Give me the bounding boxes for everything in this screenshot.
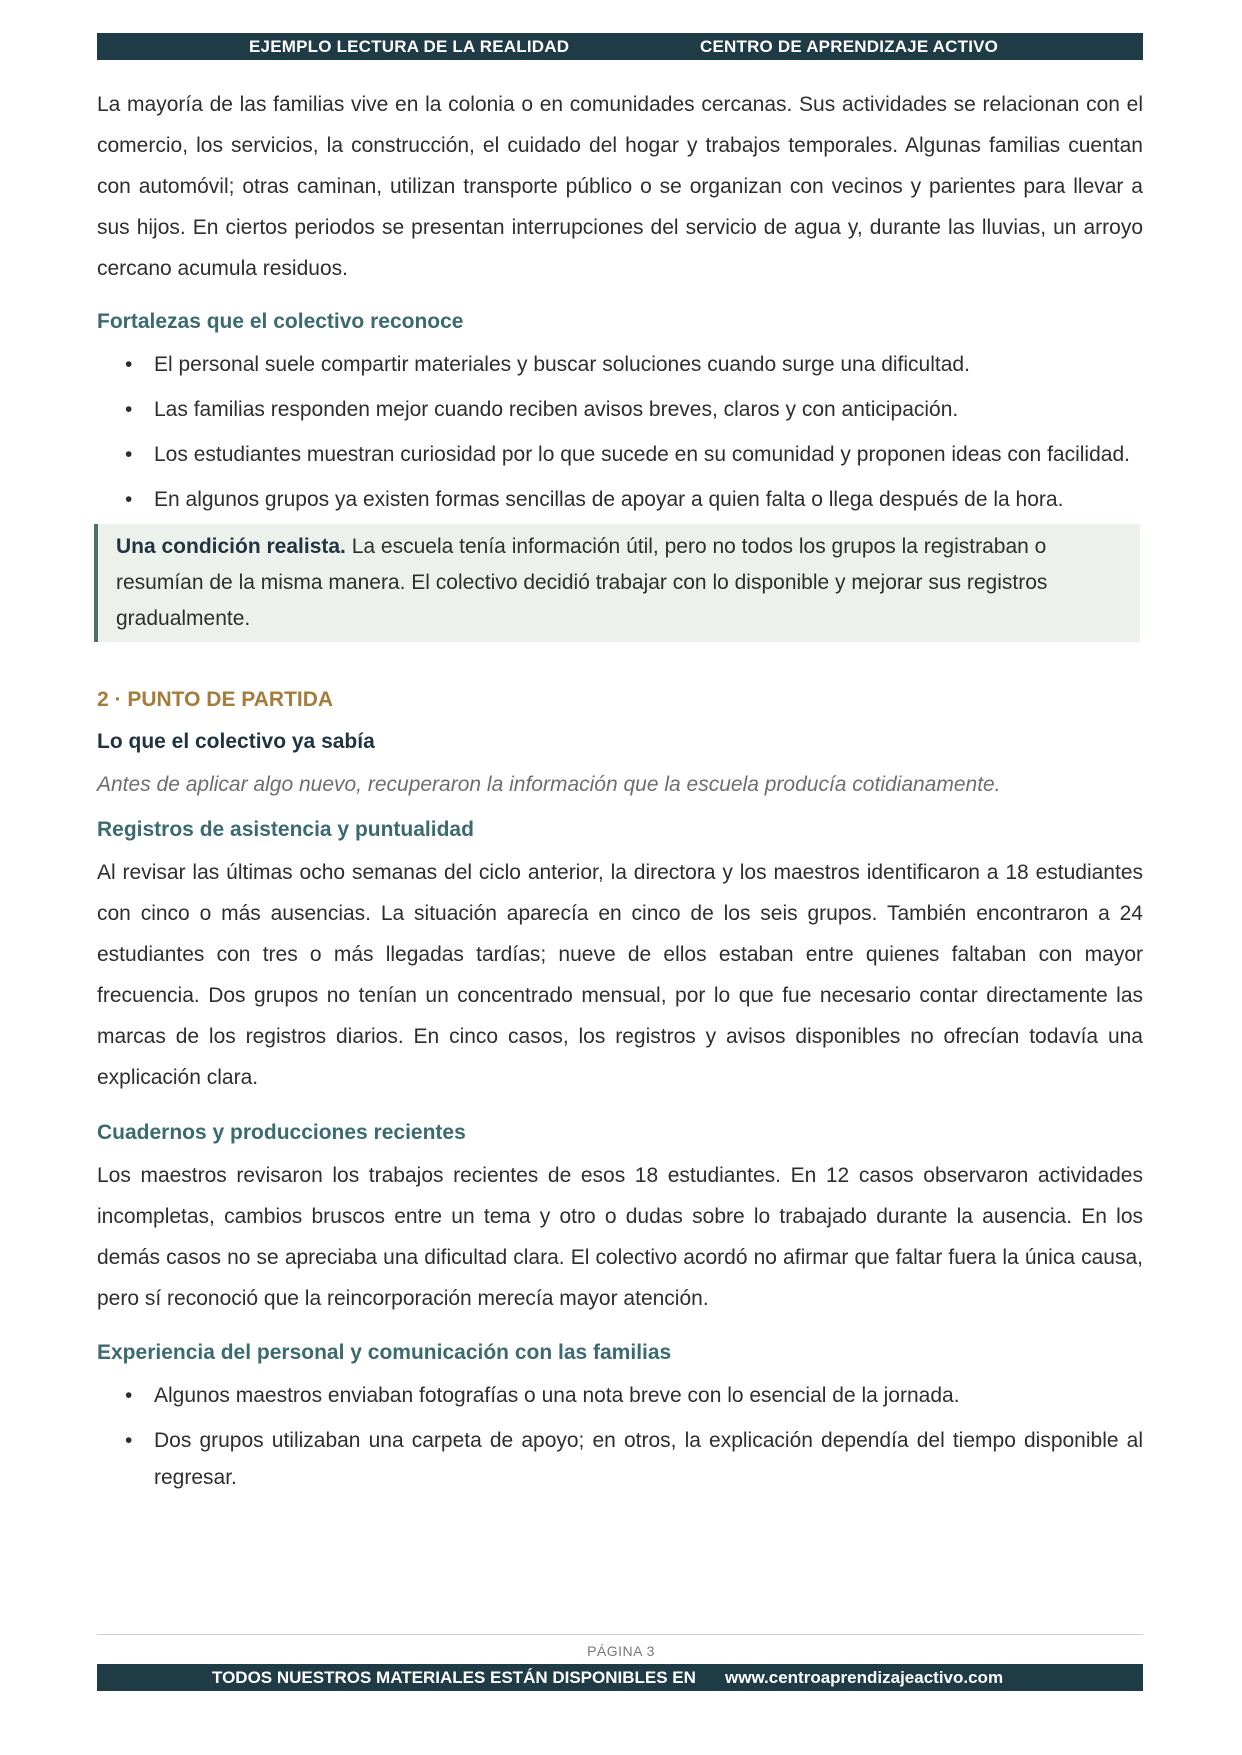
bullet-icon: • bbox=[125, 443, 133, 466]
header-document-title: EJEMPLO LECTURA DE LA REALIDAD bbox=[249, 37, 570, 56]
list-item: • El personal suele compartir materiales y buscar soluciones cuando surge una dificultad. bbox=[97, 346, 1143, 383]
callout-text: Una condición realista. La escuela tenía información útil, pero no todos los grupos la registraban o resumían de la misma manera. El colectivo decidió trabajar con lo disponible y mejorar sus registros gradualmente. bbox=[116, 535, 1048, 630]
notebooks-paragraph: Los maestros revisaron los trabajos recientes de esos 18 estudiantes. En 12 casos observaron actividades incompletas, cambios bruscos entre un tema y otro o dudas sobre lo trabajado durante la ausencia. En los demás casos no se apreciaba una dificultad clara. El colectivo acordó no afirmar que faltar fuera la única causa, pero sí reconoció que la reincorporación merecía mayor atención. bbox=[97, 1164, 1143, 1310]
bullet-icon: • bbox=[125, 353, 133, 376]
intro-paragraph: La mayoría de las familias vive en la colonia o en comunidades cercanas. Sus actividades se relacionan con el comercio, los servicios, la construcción, el cuidado del hogar y trabajos temporales. Algunas familias cuentan con automóvil; otras caminan, utilizan transporte público o se organizan con vecinos y parientes para llevar a sus hijos. En ciertos periodos se presentan interrupciones del servicio de agua y, durante las lluvias, un arroyo cercano acumula residuos. bbox=[97, 93, 1143, 280]
section-intro: Antes de aplicar algo nuevo, recuperaron la información que la escuela producía cotidianamente. bbox=[97, 773, 1001, 796]
section-title: 2 · PUNTO DE PARTIDA bbox=[97, 688, 334, 711]
list-item: • Las familias responden mejor cuando reciben avisos breves, claros y con anticipación. bbox=[97, 391, 1143, 428]
page-content bbox=[97, 84, 1143, 1496]
section-subtitle: Lo que el colectivo ya sabía bbox=[97, 730, 375, 753]
bullet-icon: • bbox=[125, 1384, 133, 1407]
experience-heading: Experiencia del personal y comunicación con las familias bbox=[97, 1341, 672, 1364]
strengths-heading: Fortalezas que el colectivo reconoce bbox=[97, 310, 464, 333]
strengths-list bbox=[97, 346, 1143, 518]
footer-bar bbox=[97, 1664, 1143, 1691]
attendance-paragraph: Al revisar las últimas ocho semanas del ciclo anterior, la directora y los maestros identificaron a 18 estudiantes con cinco o más ausencias. La situación aparecía en cinco de los seis grupos. También encontraron a 24 estudiantes con tres o más llegadas tardías; nueve de ellos estaban entre quienes faltaban con mayor frecuencia. Dos grupos no tenían un concentrado mensual, por lo que fue necesario contar directamente las marcas de los registros diarios. En cinco casos, los registros y avisos disponibles no ofrecían todavía una explicación clara. bbox=[97, 861, 1143, 1089]
callout-lead: Una condición realista. bbox=[116, 535, 346, 558]
experience-list bbox=[97, 1377, 1143, 1496]
list-item: • Los estudiantes muestran curiosidad por lo que sucede en su comunidad y proponen ideas con facilidad. bbox=[97, 436, 1143, 473]
list-item: • Dos grupos utilizaban una carpeta de apoyo; en otros, la explicación dependía del tiempo disponible al regresar. bbox=[97, 1422, 1143, 1496]
realistic-condition-callout bbox=[94, 524, 1140, 642]
header-bar bbox=[97, 33, 1143, 60]
footer-divider bbox=[97, 1634, 1143, 1635]
attendance-heading: Registros de asistencia y puntualidad bbox=[97, 818, 474, 841]
notebooks-heading: Cuadernos y producciones recientes bbox=[97, 1121, 466, 1144]
list-item: • Algunos maestros enviaban fotografías o una nota breve con lo esencial de la jornada. bbox=[97, 1377, 1143, 1414]
footer-availability-text: TODOS NUESTROS MATERIALES ESTÁN DISPONIBLES EN bbox=[212, 1668, 696, 1687]
bullet-icon: • bbox=[125, 398, 133, 421]
page-number: PÁGINA 3 bbox=[587, 1643, 655, 1659]
bullet-icon: • bbox=[125, 1429, 133, 1452]
footer-website-link[interactable]: www.centroaprendizajeactivo.com bbox=[725, 1668, 1004, 1687]
list-item: • En algunos grupos ya existen formas sencillas de apoyar a quien falta o llega después de la hora. bbox=[97, 481, 1143, 518]
bullet-icon: • bbox=[125, 488, 133, 511]
header-organization-name: CENTRO DE APRENDIZAJE ACTIVO bbox=[700, 37, 999, 56]
